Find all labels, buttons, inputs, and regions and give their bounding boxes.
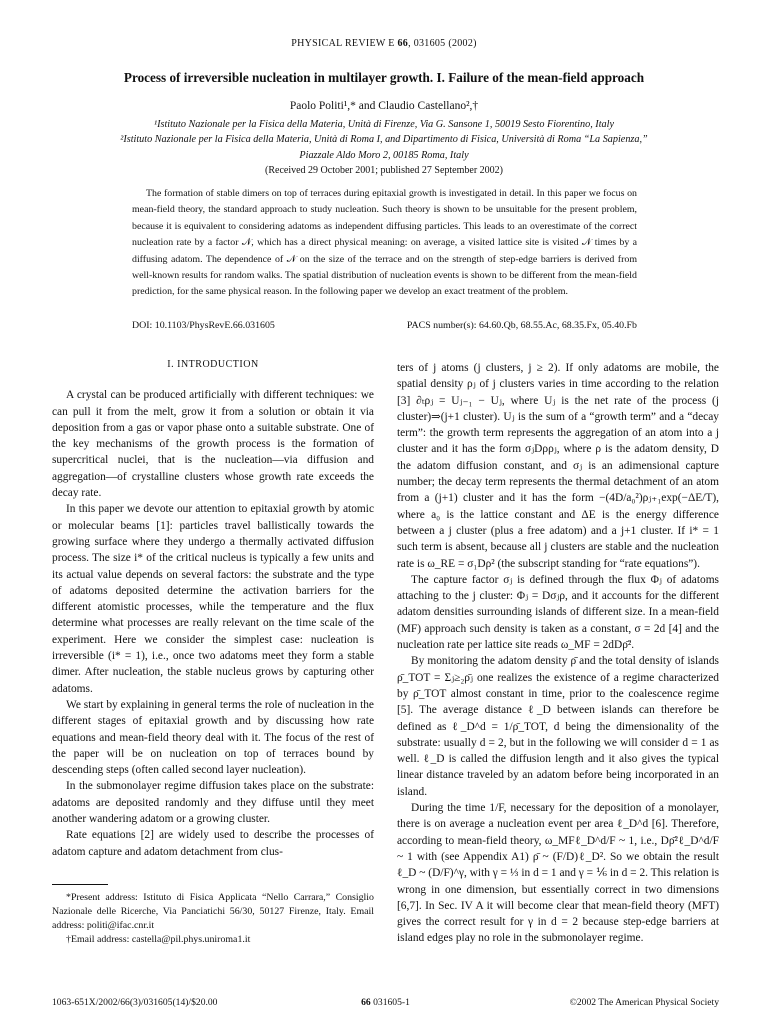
pacs-numbers: PACS number(s): 64.60.Qb, 68.55.Ac, 68.35.Fx, 05.40.Fb xyxy=(406,320,637,331)
footer-issn: 1063-651X/2002/66(3)/031605(14)/$20.00 xyxy=(52,997,218,1008)
received-dates: (Received 29 October 2001; published 27 September 2002) xyxy=(265,165,503,176)
affiliation-1: ¹Istituto Nazionale per la Fisica della Materia, Unità di Firenze, Via G. Sansone 1, 50019 Sesto Fiorentino, Italy xyxy=(154,119,614,130)
paper-title: Process of irreversible nucleation in multilayer growth. I. Failure of the mean-field approach xyxy=(123,70,645,85)
footnote: †Email address: castella@pil.phys.uniroma1.it xyxy=(66,934,251,945)
paragraph: ters of j atoms (j clusters, j ≥ 2). If only adatoms are mobile, the spatial density ρⱼ of j clusters varies in time according to the relation [3] ∂ₜρⱼ = Uⱼ₋₁ − Uⱼ, where Uⱼ is the net rate of the process (j cluster)⇒(j+1 cluster). Uⱼ is the sum of a “growth term” and a “decay term”: the growth term represents the aggregation of an atom into a j cluster and it has the form σⱼDρρⱼ, where ρ is the adatom density, D the adatom diffusion constant, and σⱼ is an adimensional capture number; the decay term represents the thermal detachment of an atom from a (j+1) cluster and it has the form −(4D/a₀²)ρⱼ₊₁exp(−ΔE/T), where a₀ is the lattice constant and ΔE is the energy difference between a j cluster (plus a free adatom) and a j+1 cluster. If i* = 1 such term is absent, because all j clusters are stable and the nucleation rate is ω_RE = σ₁Dρ² (the subscript standing for “rate equations”). xyxy=(397,362,719,570)
section-heading: I. INTRODUCTION xyxy=(167,359,259,370)
abstract: The formation of stable dimers on top of terraces during epitaxial growth is investigated in detail. In this paper we focus on mean-field theory, the standard approach to study nucleation. Such theory is shown to be unsuitable for the present problem, because it is equivalent to considering adatoms as independent diffusing particles. This leads to an overestimate of the correct nucleation rate by a factor 𝒩, which has a direct physical meaning: on average, a visited lattice site is visited 𝒩 times by a diffusing adatom. The dependence of 𝒩 on the size of the terrace and on the strength of step-edge barriers is derived from well-known results for random walks. The spatial distribution of nucleation events is shown to be different from the mean-field prediction, for the same physical reason. In the following paper we develop an exact treatment of the problem. xyxy=(132,188,637,298)
left-column xyxy=(52,357,374,860)
journal-name: PHYSICAL REVIEW E xyxy=(291,38,395,49)
journal-header: PHYSICAL REVIEW E 66, 031605 (2002) xyxy=(291,38,477,49)
footer-page-number: 031605-1 xyxy=(373,997,410,1008)
affiliation-2-address: Piazzale Aldo Moro 2, 00185 Roma, Italy xyxy=(299,150,469,161)
paragraph: During the time 1/F, necessary for the deposition of a monolayer, there is on average a nucleation event per area ℓ_D^d [6]. Therefore, according to mean-field theory, ω_MFℓ_D^d/F ~ 1, i.e., Dρ̄²ℓ_D^d/F ~ 1 with (see Appendix A1) ρ̄ ~ (F/D)ℓ_D². So we obtain the result ℓ_D ~ (D/F)^γ, with γ = ⅓ in d = 1 and γ = ⅙ in d = 2. This relation is wrong in one dimension, but essentially correct in two dimensions [6,7]. In Sec. IV A it will become clear that mean-field theory (MFT) gives the correct result for γ in d = 2 because step-edge barriers at island edges play no role in the submonolayer regime. xyxy=(397,802,719,945)
journal-ref: 031605 xyxy=(413,38,446,49)
paragraph: In the submonolayer regime diffusion takes place on the substrate: adatoms are deposited randomly and they diffuse until they meet another wandering adatom or a growing cluster. xyxy=(52,780,374,826)
paragraph: In this paper we devote our attention to epitaxial growth by atomic or molecular beams [1]: particles travel ballistically towards the growing surface where they undergo a thermally activated diffusion process. The size i* of the critical nucleus is typically a few units and its actual value depends on several factors: the substrate and the type of adatoms deposited determine the activation barriers for the different atomistic processes, while the temperature and the flux determine what processes are really relevant on the time scale of the experiment. Here we consider the simplest case: nucleation is irreversible (i* = 1), i.e., once two adatoms meet they form a stable dimer. After nucleation, the stable nucleus grows by capturing other adatoms. xyxy=(52,503,374,695)
journal-year: (2002) xyxy=(448,38,477,49)
footer-copyright: ©2002 The American Physical Society xyxy=(569,997,719,1008)
journal-volume: 66 xyxy=(397,38,409,49)
paragraph: By monitoring the adatom density ρ̄ and the total density of islands ρ̄_TOT = Σⱼ≥₂ρ̄ⱼ one realizes the existence of a regime characterized by ρ̄_TOT almost constant in time, prior to the coalescence regime [5]. The average distance ℓ_D between islands can therefore be defined as ℓ_D^d = 1/ρ̄_TOT, d being the dimensionality of the substrate: usually d = 2, but in the following we will consider d = 1 as well. ℓ_D is called the diffusion length and it also gives the typical linear distance traveled by an adatom before being incorporated in an island. xyxy=(397,655,719,798)
footnotes xyxy=(52,891,374,947)
author-list: Paolo Politi¹,* and Claudio Castellano²,† xyxy=(289,100,479,112)
paragraph: We start by explaining in general terms the role of nucleation in the different stages of epitaxial growth and by discussing how rate equations and mean-field theory deal with it. The focus of the rest of the paper will be on nucleation on top of terraces bound by descending steps (often called second layer nucleation). xyxy=(52,698,374,777)
paragraph: Rate equations [2] are widely used to describe the processes of adatom capture and adatom detachment from clus- xyxy=(52,829,374,858)
footnote: *Present address: Istituto di Fisica Applicata “Nello Carrara,” Consiglio Nazionale delle Ricerche, Via Panciatichi 56/30, 50127 Firenze, Italy. Email address: politi@ifac.cnr.it xyxy=(52,892,374,931)
affiliation-2: ²Istituto Nazionale per la Fisica della Materia, Unità di Roma I, and Dipartimento di Fisica, Università di Roma “La Sapienza,” xyxy=(120,134,648,145)
footer-volume: 66 xyxy=(361,997,371,1008)
right-column xyxy=(397,360,719,947)
paragraph: A crystal can be produced artificially with different techniques: we can pull it from the melt, grow it from a solution or obtain it via deposition from a gas or vapor phase onto a suitable substrate. One of the key mechanisms of the growth process is the formation of supercritical nuclei, that is the nucleation—via diffusion and aggregation—of crystalline clusters whose growth rate exceeds the decay rate. xyxy=(52,389,374,500)
paragraph: The capture factor σⱼ is defined through the flux Φⱼ of adatoms attaching to the j cluster: Φⱼ = Dσⱼρ, and it accounts for the different adatom densities surrounding islands of different size. In a mean-field (MF) approach such density is taken as a constant, σ = 2d [4] and the nucleation rate per lattice site reads ω_MF = 2dDρ̄². xyxy=(397,573,719,652)
doi[interactable]: DOI: 10.1103/PhysRevE.66.031605 xyxy=(132,320,275,331)
footnote-divider xyxy=(52,884,108,885)
